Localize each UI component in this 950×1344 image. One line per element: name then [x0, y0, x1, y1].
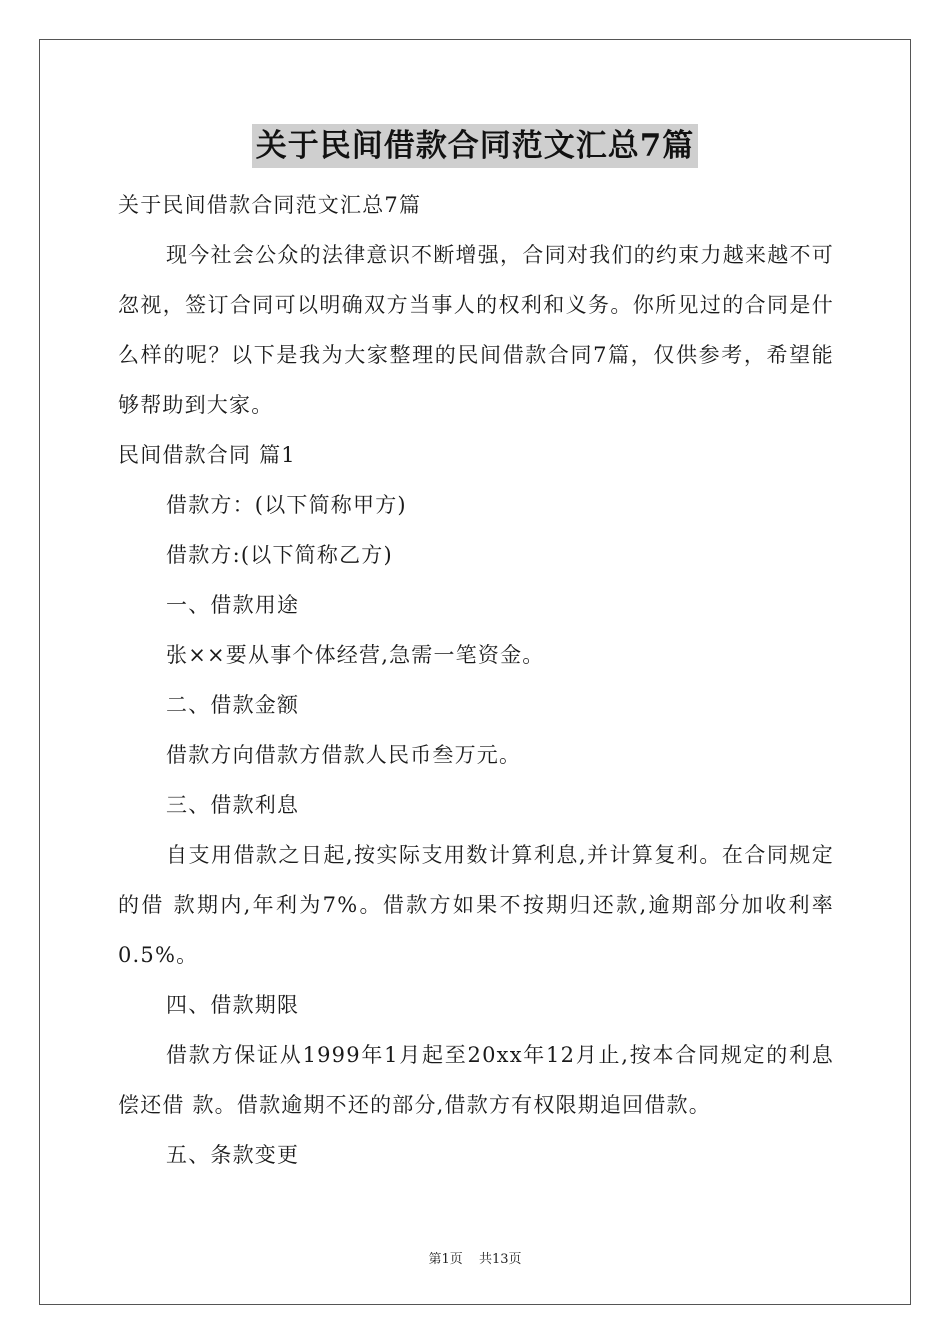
- page-total: 共13页: [478, 1252, 522, 1267]
- clause-heading: 二、借款金额: [166, 693, 300, 717]
- lender-line: 借款方：(以下简称甲方): [166, 493, 407, 517]
- document-subtitle: 关于民间借款合同范文汇总7篇: [118, 193, 422, 217]
- section-heading: 民间借款合同 篇1: [118, 443, 296, 467]
- clause-text: 张××要从事个体经营,急需一笔资金。: [166, 643, 545, 667]
- clause-paragraph: 借款方保证从1999年1月起至20xx年12月止,按本合同规定的利息偿还借 款。借款逾期不还的部分,借款方有权限期追回借款。: [118, 1043, 834, 1117]
- clause-paragraph: 自支用借款之日起,按实际支用数计算利息,并计算复利。在合同规定的借 款期内,年利为7%。借款方如果不按期归还款,逾期部分加收利率0.5%。: [118, 843, 834, 967]
- clause-text: 借款方向借款方借款人民币叁万元。: [166, 743, 522, 767]
- intro-paragraph: 现今社会公众的法律意识不断增强，合同对我们的约束力越来越不可忽视，签订合同可以明确双方当事人的权利和义务。你所见过的合同是什么样的呢？以下是我为大家整理的民间借款合同7篇，仅供参考，希望能够帮助到大家。: [118, 243, 834, 417]
- clause-heading: 四、借款期限: [166, 993, 300, 1017]
- clause-heading: 三、借款利息: [166, 793, 300, 817]
- document-title: 关于民间借款合同范文汇总7篇: [252, 124, 699, 168]
- page-number: 第1页: [428, 1252, 463, 1267]
- title-container: [0, 124, 950, 168]
- page-footer: [0, 1248, 950, 1267]
- clause-heading: 五、条款变更: [166, 1143, 300, 1167]
- borrower-line: 借款方:(以下简称乙方): [166, 543, 393, 567]
- document-body: [118, 180, 834, 1180]
- clause-heading: 一、借款用途: [166, 593, 300, 617]
